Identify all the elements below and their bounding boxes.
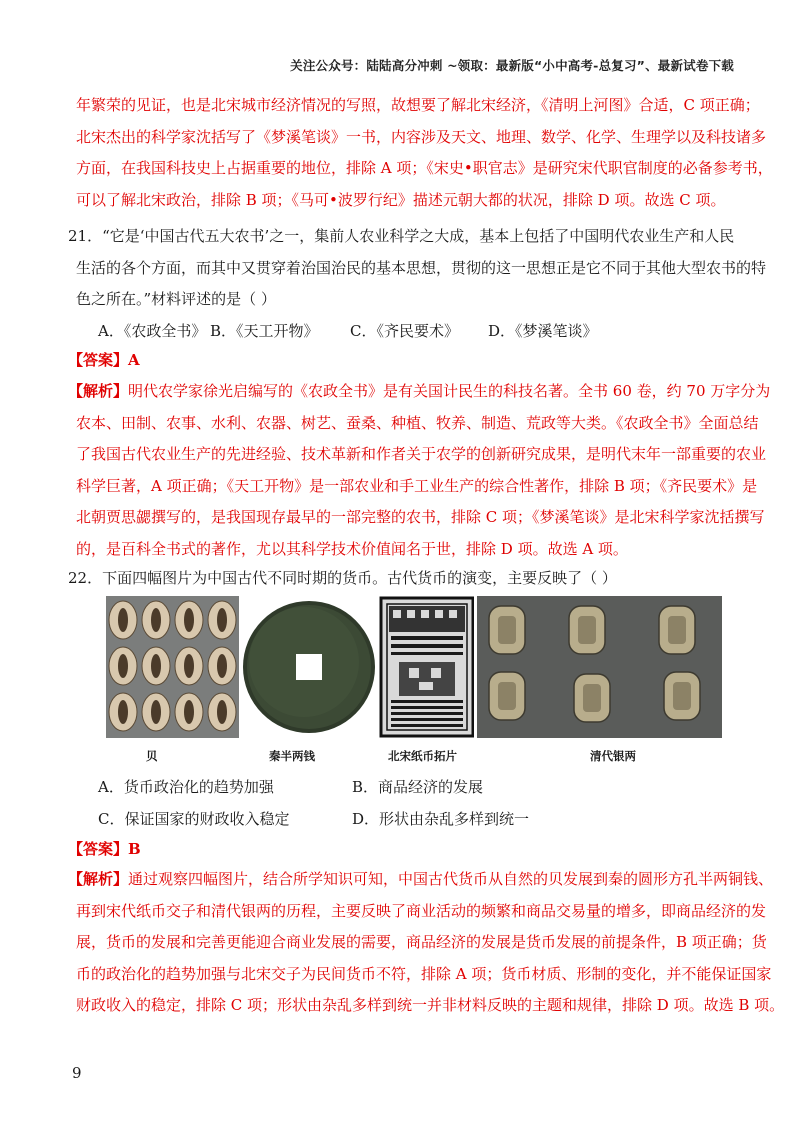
caption-silver: 清代银两	[590, 749, 636, 763]
cowrie-shell-slit	[217, 654, 227, 678]
analysis-line: 展，货币的发展和完善更能迎合商业发展的需要，商品经济的发展是货币发展的前提条件，B 项正确；货	[76, 933, 767, 952]
page-header: 关注公众号：陆陆高分冲刺 ~领取：最新版“小中高考-总复习”、最新试卷下载	[290, 58, 734, 73]
cowrie-shell-slit	[151, 608, 161, 632]
silver-ingot-stamp	[498, 616, 516, 644]
answer-tag: 【答案】	[68, 351, 129, 369]
analysis-line: 币的政治化的趋势加强与北宋交子为民间货币不符，排除 A 项；货币材质、形制的变化，并不能保证国家	[76, 964, 772, 983]
q22-option-c: C．保证国家的财政收入稳定	[98, 809, 290, 828]
analysis-line: 的，是百科全书式的著作，尤以其科学技术价值闻名于世，排除 D 项。故选 A 项。	[76, 539, 628, 558]
analysis-line: 农本、田制、农事、水利、农器、树艺、蚕桑、种植、牧养、制造、荒政等大类。《农政全书》全面总结	[76, 413, 759, 432]
song-paper-money-rubbing-image	[379, 596, 475, 738]
q21-option-a: A．《农政全书》	[98, 322, 207, 340]
silver-ingot-stamp	[668, 616, 686, 644]
analysis-line: 科学巨著，A 项正确；《天工开物》是一部农业和手工业生产的综合性著作，排除 B 项；《齐民要术》是	[76, 476, 758, 495]
q22-answer	[68, 834, 728, 866]
q22-option-b: B．商品经济的发展	[352, 778, 484, 796]
q21-option-c: C．《齐民要术》	[350, 322, 459, 340]
q20-line: 北宋杰出的科学家沈括写了《梦溪笔谈》一书，内容涉及天文、地理、数学、化学、生理学以及科技诸多	[76, 127, 767, 146]
q21-options	[98, 316, 758, 348]
figure-captions	[106, 748, 722, 766]
square-hole	[296, 654, 322, 680]
shell-money-image	[106, 596, 239, 738]
analysis-line: 了我国古代农业生产的先进经验、技术革新和作者关于农学的创新研究成果，是明代末年一部重要的农业	[76, 445, 767, 464]
q21-answer	[68, 345, 728, 377]
analysis-line: 明代农学家徐光启编写的《农政全书》是有关国计民生的科技名著。全书 60 卷，约 70 万字分为	[128, 382, 771, 400]
silver-ingot-stamp	[578, 616, 596, 644]
q20-line: 方面，在我国科技史上占据重要的地位，排除 A 项；《宋史•职官志》是研究宋代职官制度的必备参考书，	[76, 159, 773, 178]
analysis-line: 再到宋代纸币交子和清代银两的历程，主要反映了商业活动的频繁和商品交易量的增多，即商品经济的发	[76, 901, 767, 920]
caption-shell: 贝	[146, 749, 158, 763]
analysis-line: 财政收入的稳定，排除 C 项；形状由杂乱多样到统一并非材料反映的主题和规律，排除 D 项。故选 B 项。	[76, 996, 785, 1015]
q21-option-d: D．《梦溪笔谈》	[488, 322, 598, 340]
qin-banliang-coin-image	[242, 596, 375, 738]
analysis-line: 北朝贾思勰撰写的，是我国现存最早的一部完整的农书，排除 C 项；《梦溪笔谈》是北宋科学家沈括撰写	[76, 508, 765, 527]
q21-stem-line: 21．“它是‘中国古代五大农书’之一，集前人农业科学之大成，基本上包括了中国明代农业生产和人民	[68, 227, 735, 245]
q22-option-a: A．货币政治化的趋势加强	[98, 778, 274, 796]
q20-line: 可以了解北宋政治，排除 B 项；《马可•波罗行纪》描述元朝大都的状况，排除 D 项。故选 C 项。	[76, 190, 726, 209]
q22-analysis	[68, 864, 785, 1022]
silver-ingot-stamp	[583, 684, 601, 712]
page-number: 9	[72, 1064, 82, 1082]
qing-silver-ingots-image	[477, 596, 722, 738]
cowrie-shell-slit	[184, 700, 194, 724]
caption-paper-money: 北宋纸币拓片	[388, 749, 457, 763]
q22-stem-line: 22．下面四幅图片为中国古代不同时期的货币。古代货币的演变，主要反映了（ ）	[68, 569, 617, 587]
q22-option-d: D．形状由杂乱多样到统一	[352, 809, 530, 828]
analysis-tag: 【解析】	[68, 870, 129, 888]
q21-stem	[68, 221, 767, 316]
q20-analysis-tail	[76, 90, 773, 216]
analysis-tag: 【解析】	[68, 382, 129, 400]
q20-line: 年繁荣的见证，也是北宋城市经济情况的写照，故想要了解北宋经济，《清明上河图》合适，C 项正确；	[76, 96, 760, 114]
q21-analysis	[68, 376, 771, 566]
analysis-line: 通过观察四幅图片，结合所学知识可知，中国古代货币从自然的贝发展到秦的圆形方孔半两铜钱、	[128, 870, 774, 888]
cowrie-shell-slit	[184, 654, 194, 678]
currency-figures	[106, 596, 722, 738]
q22-stem	[68, 563, 728, 595]
silver-ingot-stamp	[498, 682, 516, 710]
q21-stem-line: 生活的各个方面，而其中又贯穿着治国治民的基本思想，贯彻的这一思想正是它不同于其他大型农书的特	[76, 258, 767, 277]
q21-stem-line: 色之所在。”材料评述的是（ ）	[76, 290, 276, 309]
q22-options	[98, 772, 758, 835]
cowrie-shell-slit	[118, 654, 128, 678]
cowrie-shell-slit	[151, 654, 161, 678]
cowrie-shell-slit	[118, 608, 128, 632]
caption-qin-coin: 秦半两钱	[269, 749, 315, 763]
cowrie-shell-slit	[184, 608, 194, 632]
silver-ingot-stamp	[673, 682, 691, 710]
q21-option-b: B．《天工开物》	[210, 322, 319, 340]
answer-tag: 【答案】	[68, 840, 129, 858]
cowrie-shell-slit	[217, 700, 227, 724]
answer-value: B	[128, 840, 141, 858]
cowrie-shell-slit	[118, 700, 128, 724]
cowrie-shell-slit	[217, 608, 227, 632]
cowrie-shell-slit	[151, 700, 161, 724]
answer-value: A	[128, 351, 140, 369]
